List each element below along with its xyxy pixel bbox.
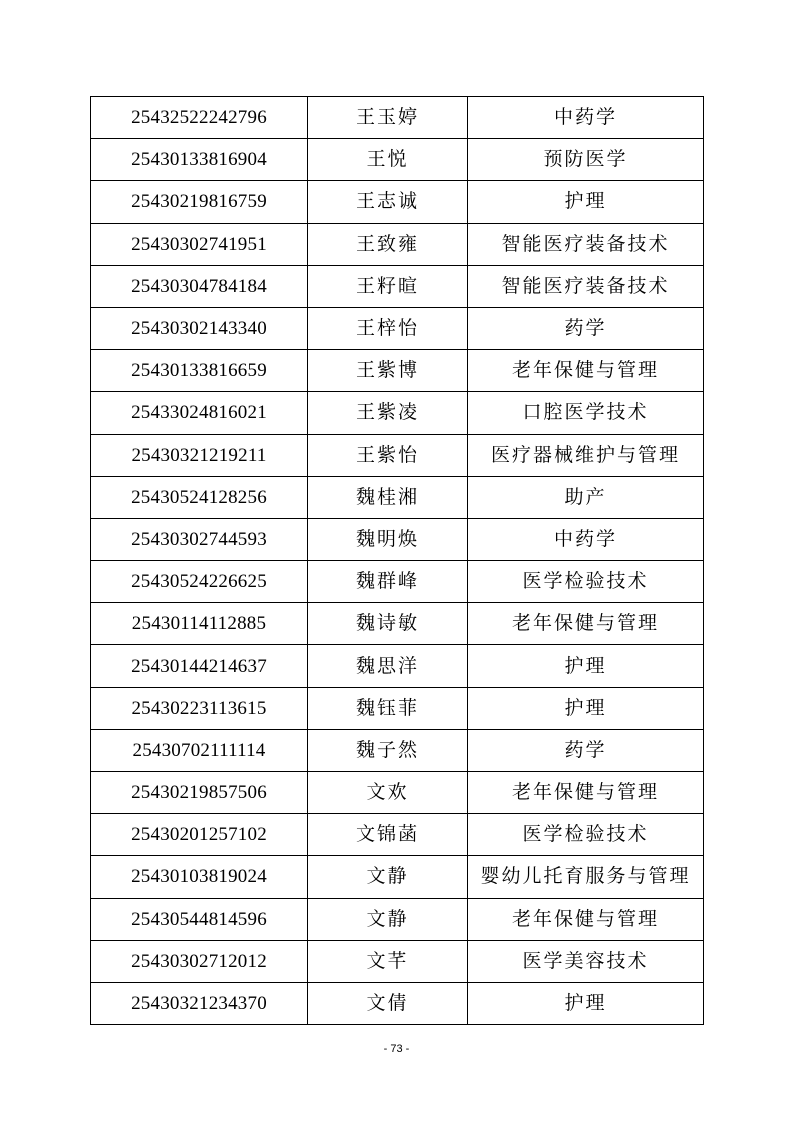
candidate-number-cell: 25430219816759 xyxy=(91,181,308,223)
student-name-cell: 文倩 xyxy=(308,982,468,1024)
student-name-cell: 魏子然 xyxy=(308,729,468,771)
candidate-number-cell: 25433024816021 xyxy=(91,392,308,434)
candidate-number-cell: 25430219857506 xyxy=(91,772,308,814)
student-name-cell: 魏钰菲 xyxy=(308,687,468,729)
candidate-number-cell: 25430133816904 xyxy=(91,139,308,181)
student-name-cell: 王致雍 xyxy=(308,223,468,265)
table-row xyxy=(91,982,704,1024)
student-name-cell: 文欢 xyxy=(308,772,468,814)
table-row xyxy=(91,898,704,940)
candidate-number-cell: 25430144214637 xyxy=(91,645,308,687)
candidate-number-cell: 25430702111114 xyxy=(91,729,308,771)
major-cell: 中药学 xyxy=(468,97,704,139)
table-row xyxy=(91,687,704,729)
table-row xyxy=(91,392,704,434)
student-name-cell: 王玉婷 xyxy=(308,97,468,139)
student-name-cell: 王紫博 xyxy=(308,350,468,392)
major-cell: 老年保健与管理 xyxy=(468,772,704,814)
major-cell: 婴幼儿托育服务与管理 xyxy=(468,856,704,898)
table-row xyxy=(91,772,704,814)
major-cell: 医疗器械维护与管理 xyxy=(468,434,704,476)
candidate-number-cell: 25430524226625 xyxy=(91,561,308,603)
major-cell: 护理 xyxy=(468,181,704,223)
table-row xyxy=(91,729,704,771)
major-cell: 医学检验技术 xyxy=(468,561,704,603)
table-row xyxy=(91,814,704,856)
table-body xyxy=(91,97,704,1025)
major-cell: 药学 xyxy=(468,307,704,349)
candidate-number-cell: 25430321234370 xyxy=(91,982,308,1024)
table-row xyxy=(91,561,704,603)
table-row xyxy=(91,518,704,560)
candidate-number-cell: 25430321219211 xyxy=(91,434,308,476)
student-name-cell: 王紫怡 xyxy=(308,434,468,476)
major-cell: 护理 xyxy=(468,687,704,729)
major-cell: 智能医疗装备技术 xyxy=(468,265,704,307)
candidate-number-cell: 25432522242796 xyxy=(91,97,308,139)
student-name-cell: 魏群峰 xyxy=(308,561,468,603)
table-row xyxy=(91,265,704,307)
candidate-number-cell: 25430302741951 xyxy=(91,223,308,265)
table-row xyxy=(91,645,704,687)
student-major-table xyxy=(90,96,704,1025)
major-cell: 老年保健与管理 xyxy=(468,603,704,645)
student-name-cell: 王梓怡 xyxy=(308,307,468,349)
candidate-number-cell: 25430302712012 xyxy=(91,940,308,982)
table-row xyxy=(91,223,704,265)
candidate-number-cell: 25430524128256 xyxy=(91,476,308,518)
candidate-number-cell: 25430302744593 xyxy=(91,518,308,560)
table-row xyxy=(91,181,704,223)
major-cell: 助产 xyxy=(468,476,704,518)
table-row xyxy=(91,307,704,349)
major-cell: 护理 xyxy=(468,645,704,687)
student-name-cell: 王紫凌 xyxy=(308,392,468,434)
candidate-number-cell: 25430544814596 xyxy=(91,898,308,940)
major-cell: 预防医学 xyxy=(468,139,704,181)
table-row xyxy=(91,940,704,982)
candidate-number-cell: 25430114112885 xyxy=(91,603,308,645)
major-cell: 老年保健与管理 xyxy=(468,350,704,392)
student-name-cell: 文静 xyxy=(308,856,468,898)
major-cell: 药学 xyxy=(468,729,704,771)
table-row xyxy=(91,97,704,139)
major-cell: 护理 xyxy=(468,982,704,1024)
major-cell: 老年保健与管理 xyxy=(468,898,704,940)
table-row xyxy=(91,139,704,181)
major-cell: 医学检验技术 xyxy=(468,814,704,856)
major-cell: 智能医疗装备技术 xyxy=(468,223,704,265)
table-row xyxy=(91,350,704,392)
student-name-cell: 魏明焕 xyxy=(308,518,468,560)
page-number: - 73 - xyxy=(383,1043,410,1055)
student-name-cell: 魏思洋 xyxy=(308,645,468,687)
major-cell: 口腔医学技术 xyxy=(468,392,704,434)
table-row xyxy=(91,476,704,518)
candidate-number-cell: 25430304784184 xyxy=(91,265,308,307)
student-name-cell: 魏诗敏 xyxy=(308,603,468,645)
candidate-number-cell: 25430223113615 xyxy=(91,687,308,729)
candidate-number-cell: 25430133816659 xyxy=(91,350,308,392)
student-name-cell: 文锦菡 xyxy=(308,814,468,856)
major-cell: 中药学 xyxy=(468,518,704,560)
candidate-number-cell: 25430201257102 xyxy=(91,814,308,856)
table-row xyxy=(91,603,704,645)
student-name-cell: 文芊 xyxy=(308,940,468,982)
table-row xyxy=(91,856,704,898)
student-name-cell: 王籽暄 xyxy=(308,265,468,307)
table-row xyxy=(91,434,704,476)
major-cell: 医学美容技术 xyxy=(468,940,704,982)
student-name-cell: 魏桂湘 xyxy=(308,476,468,518)
student-name-cell: 王悦 xyxy=(308,139,468,181)
candidate-number-cell: 25430302143340 xyxy=(91,307,308,349)
student-name-cell: 文静 xyxy=(308,898,468,940)
student-name-cell: 王志诚 xyxy=(308,181,468,223)
candidate-number-cell: 25430103819024 xyxy=(91,856,308,898)
